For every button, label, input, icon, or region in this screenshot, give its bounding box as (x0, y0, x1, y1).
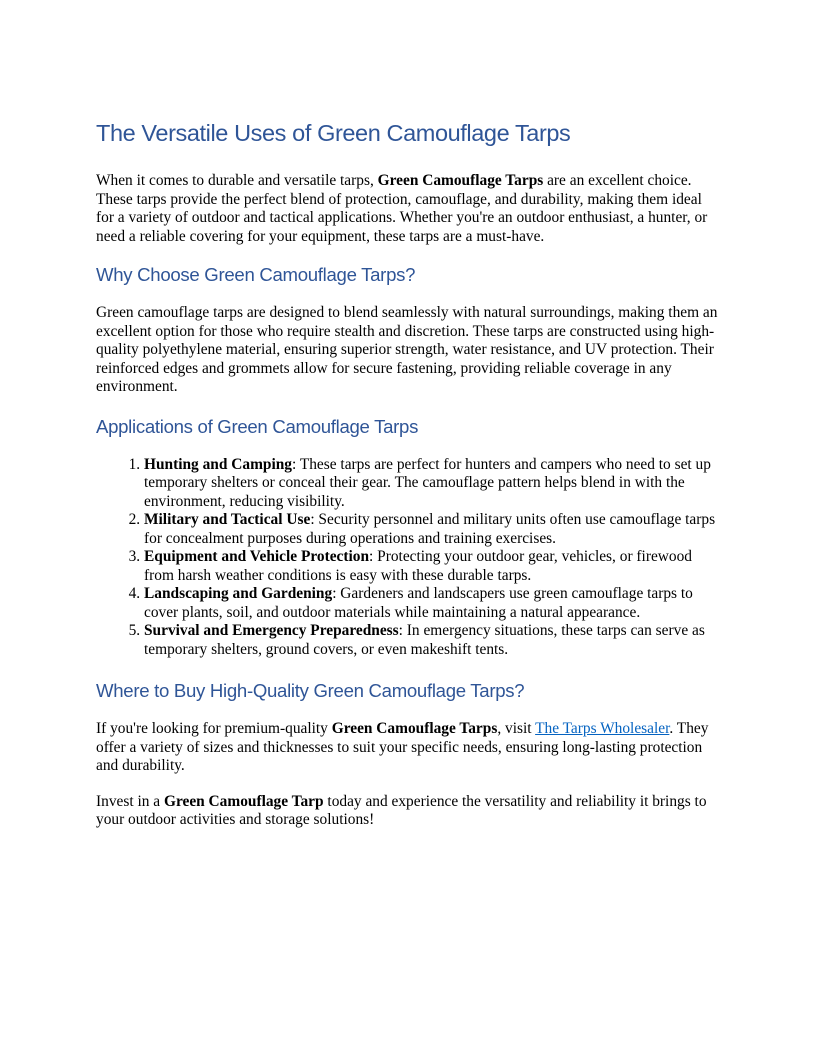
document-page (96, 118, 722, 847)
heading-where-to-buy: Where to Buy High-Quality Green Camouflage Tarps? (96, 680, 525, 701)
buy-text-rest: . They offer a variety of sizes and thicknesses to suit your specific needs, ensuring long-lasting protection and durability. (96, 720, 709, 774)
list-item-term: Survival and Emergency Preparedness (144, 622, 399, 639)
page-title: The Versatile Uses of Green Camouflage Tarps (96, 120, 571, 146)
buy-text-mid: , visit (497, 720, 536, 737)
list-item-text: : These tarps are perfect for hunters and campers who need to set up temporary shelters or conceal their gear. The camouflage pattern helps blend in with the environment, reducing visibility. (144, 455, 711, 510)
heading-applications: Applications of Green Camouflage Tarps (96, 415, 419, 437)
list-item-text: : In emergency situations, these tarps can serve as temporary shelters, ground covers, or even makeshift tents. (144, 622, 705, 658)
list-item-term: Landscaping and Gardening (144, 585, 333, 602)
list-item (144, 511, 722, 548)
list-item (144, 548, 722, 585)
list-item-text: : Protecting your outdoor gear, vehicles, or firewood from harsh weather conditions is easy with these durable tarps. (144, 548, 692, 584)
list-item-text: : Security personnel and military units often use camouflage tarps for concealment purposes during operations and training exercises. (144, 511, 716, 547)
applications-list (96, 456, 722, 660)
closing-text-rest: today and experience the versatility and reliability it brings to your outdoor activities and storage solutions! (96, 792, 707, 828)
list-item-term: Equipment and Vehicle Protection (144, 548, 370, 565)
list-item (144, 622, 722, 659)
buy-bold: Green Camouflage Tarps (331, 720, 498, 737)
list-item (144, 585, 722, 622)
closing-paragraph (96, 793, 722, 830)
intro-bold: Green Camouflage Tarps (377, 172, 544, 189)
list-item-term: Military and Tactical Use (144, 511, 311, 528)
list-item (144, 456, 722, 512)
intro-text-rest: are an excellent choice. These tarps provide the perfect blend of protection, camouflage, and durability, making them ideal for a variety of outdoor and tactical applications. Whether you're an outdoor enthusiast, a hunter, or need a reliable covering for your equipment, these tarps are a must-have. (96, 172, 708, 245)
heading-why-choose: Why Choose Green Camouflage Tarps? (96, 264, 416, 285)
list-item-term: Hunting and Camping (144, 455, 292, 473)
closing-text: Invest in a (96, 792, 164, 810)
why-choose-paragraph: Green camouflage tarps are designed to blend seamlessly with natural surroundings, making them an excellent option for those who require stealth and discretion. These tarps are constructed using high-quality polyethylene material, ensuring superior strength, water resistance, and UV protection. Their reinforced edges and grommets allow for secure fastening, providing reliable coverage in any environment. (96, 304, 718, 395)
tarps-wholesaler-link[interactable]: The Tarps Wholesaler (535, 720, 670, 737)
where-to-buy-paragraph (96, 720, 722, 776)
intro-text: When it comes to durable and versatile tarps, (96, 172, 378, 189)
intro-paragraph (96, 172, 722, 246)
buy-text: If you're looking for premium-quality (96, 720, 332, 737)
closing-bold: Green Camouflage Tarp (163, 792, 324, 810)
list-item-text: : Gardeners and landscapers use green camouflage tarps to cover plants, soil, and outdoor materials while maintaining a natural appearance. (144, 585, 693, 621)
